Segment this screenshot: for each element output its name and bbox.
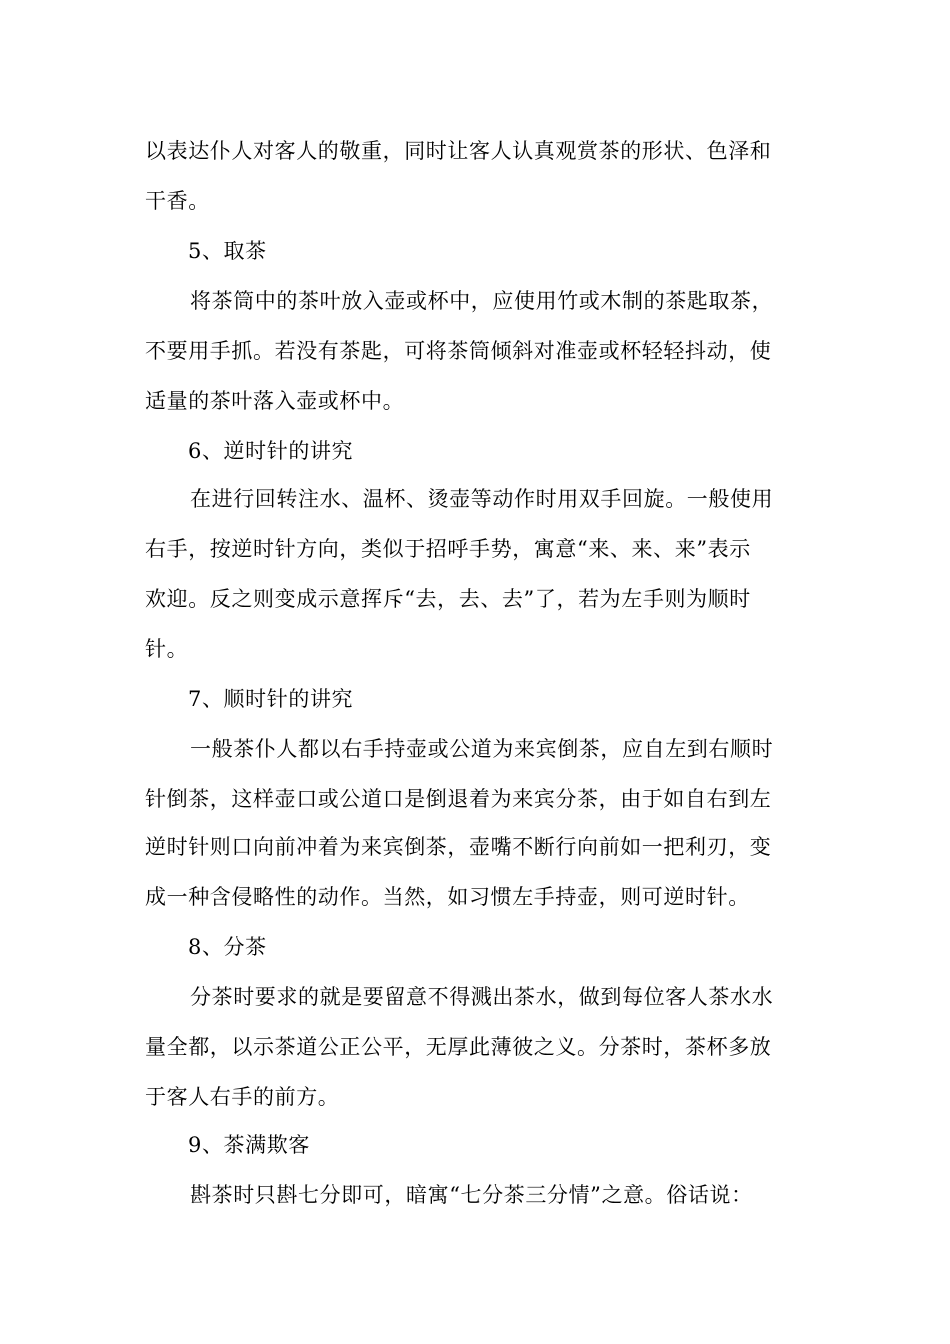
paragraph-line: 于客人右手的前方。 — [145, 1085, 340, 1109]
paragraph-line: 斟茶时只斟七分即可，暗寓“七分茶三分情”之意。俗话说： — [190, 1183, 753, 1207]
paragraph-line: 在进行回转注水、温杯、烫壶等动作时用双手回旋。一般使用 — [190, 487, 774, 511]
paragraph-line: 一般茶仆人都以右手持壶或公道为来宾倒茶，应自左到右顺时 — [190, 737, 774, 761]
section-heading: 8、分茶 — [188, 935, 267, 959]
section-heading: 6、逆时针的讲究 — [188, 439, 354, 463]
section-heading: 9、茶满欺客 — [188, 1133, 310, 1157]
paragraph-line: 分茶时要求的就是要留意不得溅出茶水，做到每位客人茶水水 — [190, 985, 774, 1009]
paragraph-line: 适量的茶叶落入壶或杯中。 — [145, 389, 405, 413]
paragraph-line: 干香。 — [145, 189, 210, 213]
section-heading: 7、顺时针的讲究 — [188, 687, 354, 711]
paragraph-line: 针。 — [145, 637, 189, 661]
paragraph-line: 针倒茶，这样壶口或公道口是倒退着为来宾分茶，由于如自右到左 — [145, 787, 772, 811]
paragraph-line: 将茶筒中的茶叶放入壶或杯中，应使用竹或木制的茶匙取茶， — [190, 289, 774, 313]
paragraph-line: 右手，按逆时针方向，类似于招呼手势，寓意“来、来、来”表示 — [145, 537, 751, 561]
paragraph-line: 以表达仆人对客人的敬重，同时让客人认真观赏茶的形状、色泽和 — [145, 139, 772, 163]
paragraph-line: 欢迎。反之则变成示意挥斥“去，去、去”了，若为左手则为顺时 — [145, 587, 751, 611]
paragraph-line: 量全都，以示茶道公正公平，无厚此薄彼之义。分茶时，茶杯多放 — [145, 1035, 772, 1059]
paragraph-line: 成一种含侵略性的动作。当然，如习惯左手持壶，则可逆时针。 — [145, 885, 750, 909]
paragraph-line: 逆时针则口向前冲着为来宾倒茶，壶嘴不断行向前如一把利刃，变 — [145, 835, 772, 859]
paragraph-line: 不要用手抓。若没有茶匙，可将茶筒倾斜对准壶或杯轻轻抖动，使 — [145, 339, 772, 363]
section-heading: 5、取茶 — [188, 239, 267, 263]
